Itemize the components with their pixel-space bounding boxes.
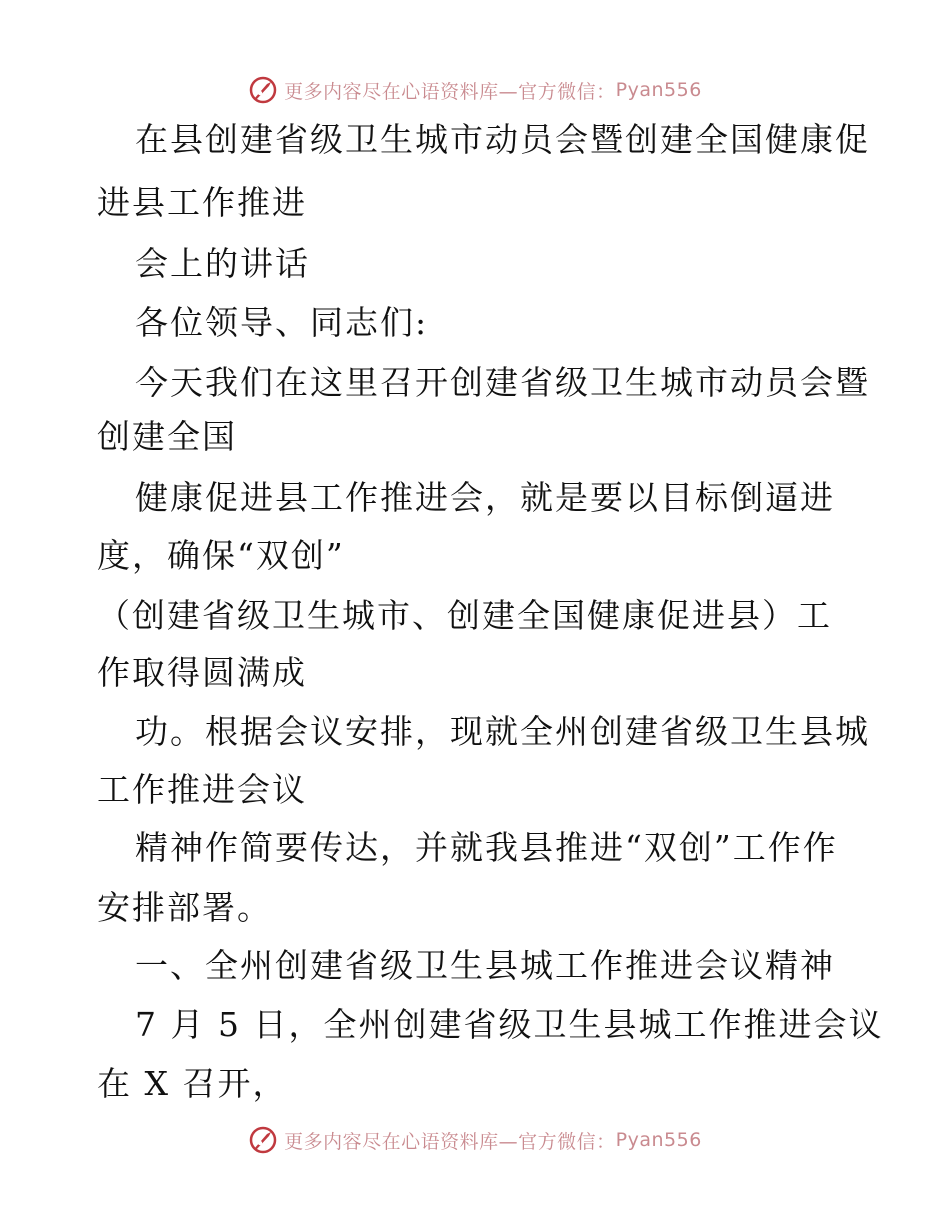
quill-pen-circle-icon [248, 75, 278, 105]
paragraph-line: 作取得圆满成 [97, 653, 307, 692]
watermark-wechat-id: Pyan556 [615, 1129, 702, 1151]
paragraph-line: 创建全国 [97, 417, 237, 456]
paragraph-line: 7 月 5 日，全州创建省级卫生县城工作推进会议 [135, 1005, 884, 1044]
paragraph-line: （创建省级卫生城市、创建全国健康促进县）工 [97, 596, 832, 635]
paragraph-line: 今天我们在这里召开创建省级卫生城市动员会暨 [135, 363, 870, 402]
paragraph-line: 功。根据会议安排，现就全州创建省级卫生县城 [135, 712, 870, 751]
paragraph-line: 在 X 召开， [97, 1064, 288, 1103]
watermark-text: 更多内容尽在心语资料库—官方微信： [284, 1130, 616, 1153]
paragraph-line: 精神作简要传达，并就我县推进“双创”工作作 [135, 828, 838, 867]
paragraph-line: 健康促进县工作推进会，就是要以目标倒逼进 [135, 478, 835, 517]
section-heading: 一、全州创建省级卫生县城工作推进会议精神 [135, 946, 835, 985]
watermark-wechat-id: Pyan556 [615, 79, 702, 101]
paragraph-line: 安排部署。 [97, 888, 272, 927]
salutation: 各位领导、同志们: [135, 303, 429, 342]
document-subtitle: 会上的讲话 [135, 244, 310, 283]
footer-watermark [0, 1123, 950, 1157]
quill-pen-circle-icon [248, 1125, 278, 1155]
document-title-line-2: 进县工作推进 [97, 183, 307, 222]
header-watermark [0, 73, 950, 107]
document-title-line-1: 在县创建省级卫生城市动员会暨创建全国健康促 [135, 120, 870, 159]
paragraph-line: 度，确保“双创” [97, 536, 345, 575]
watermark-text: 更多内容尽在心语资料库—官方微信： [284, 80, 616, 103]
paragraph-line: 工作推进会议 [97, 770, 307, 809]
